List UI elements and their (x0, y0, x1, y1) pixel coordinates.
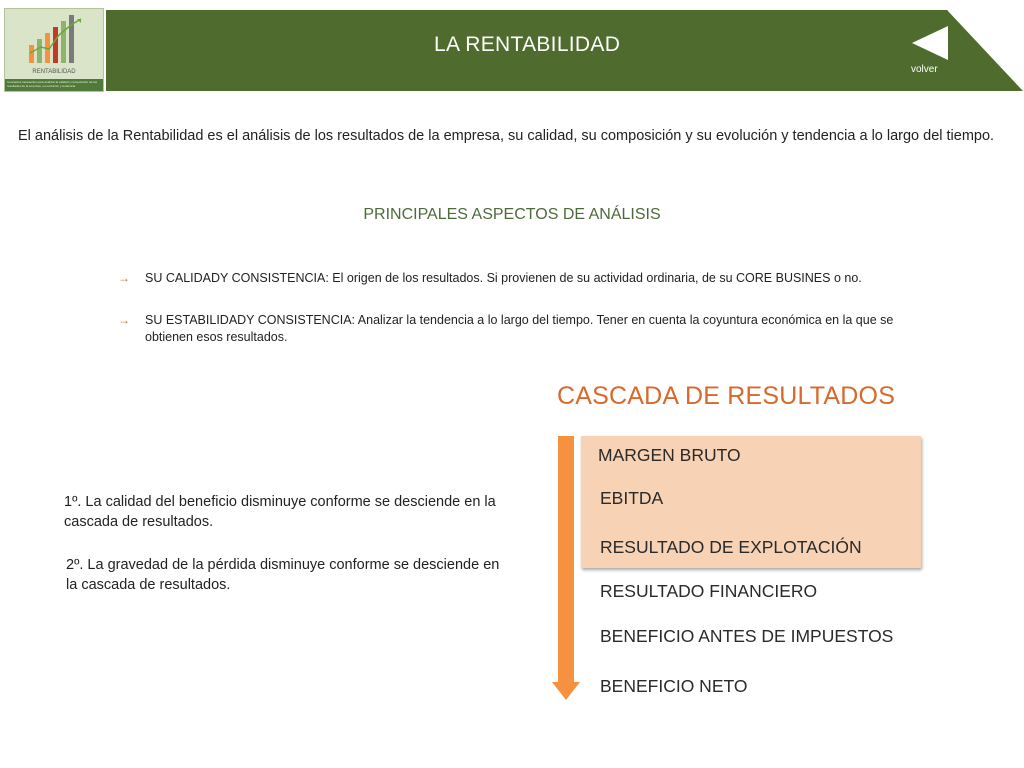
cascade-title: CASCADA DE RESULTADOS (557, 382, 896, 410)
aspect-text: SU CALIDADY CONSISTENCIA: El origen de los resultados. Si provienen de su actividad ordinaria, de su CORE BUSINES o no. (145, 271, 862, 285)
logo-strip-text: Conceptos necesarios para analizar la calidad y composición de los resultados de la empresa, su evolución y tendencia (5, 79, 103, 91)
cascade-item-beneficio-antes-impuestos: BENEFICIO ANTES DE IMPUESTOS (600, 626, 894, 646)
intro-paragraph: El análisis de la Rentabilidad es el análisis de los resultados de la empresa, su calidad, su composición y su evolución y tendencia a lo largo del tiempo. (18, 128, 995, 144)
cascade-item-beneficio-neto: BENEFICIO NETO (600, 676, 748, 696)
down-arrow-icon (548, 434, 584, 706)
cascade-item-ebitda: EBITDA (600, 488, 664, 508)
cascade-item-resultado-explotacion: RESULTADO DE EXPLOTACIÓN (600, 537, 862, 557)
cascade-item-resultado-financiero: RESULTADO FINANCIERO (600, 581, 818, 601)
cascade-item-margen-bruto: MARGEN BRUTO (598, 445, 741, 465)
bar-chart-icon (27, 13, 85, 65)
note-1: 1º. La calidad del beneficio disminuye conforme se desciende en la cascada de resultados. (64, 494, 496, 530)
section-heading: PRINCIPALES ASPECTOS DE ANÁLISIS (363, 206, 661, 223)
logo-caption: RENTABILIDAD (32, 69, 76, 75)
arrow-right-icon: → (118, 271, 130, 285)
page-title: LA RENTABILIDAD (434, 33, 621, 56)
back-triangle-icon[interactable] (910, 26, 948, 60)
back-link[interactable]: volver (911, 64, 938, 75)
arrow-right-icon: → (118, 313, 130, 327)
logo-thumbnail (4, 8, 104, 92)
aspect-text: SU ESTABILIDADY CONSISTENCIA: Analizar la tendencia a lo largo del tiempo. Tener en cuenta la coyuntura económica en la que se obtienen esos resultados. (145, 313, 894, 344)
note-2: 2º. La gravedad de la pérdida disminuye conforme se desciende en la cascada de resultados. (66, 557, 500, 593)
